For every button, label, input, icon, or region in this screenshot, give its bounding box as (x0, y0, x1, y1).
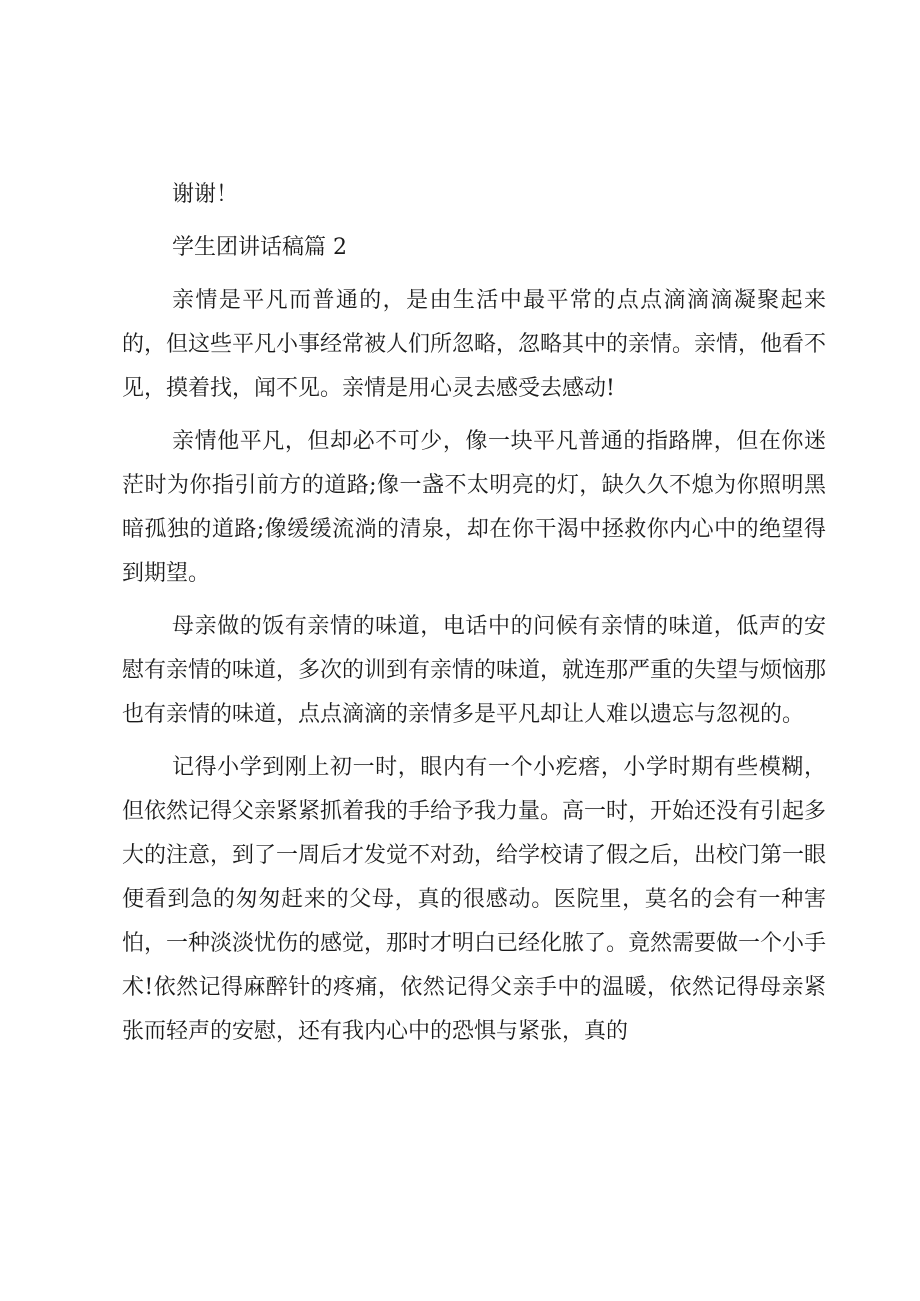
document-body (122, 173, 826, 1063)
paragraph-1: 亲情是平凡而普通的，是由生活中最平常的点点滴滴滴凝聚起来的，但这些平凡小事经常被人们所忽略，忽略其中的亲情。亲情，他看不见，摸着找，闻不见。亲情是用心灵去感受去感动! (122, 288, 827, 401)
section-title: 学生团讲话稿篇 2 (172, 235, 347, 260)
paragraph-2: 亲情他平凡，但却必不可少，像一块平凡普通的指路牌，但在你迷茫时为你指引前方的道路;像一盏不太明亮的灯，缺久久不熄为你照明黑暗孤独的道路;像缓缓流淌的清泉，却在你干渴中拯救你内心中的绝望得到期望。 (122, 429, 826, 586)
closing-thanks: 谢谢！ (172, 182, 239, 207)
paragraph-3: 母亲做的饭有亲情的味道，电话中的问候有亲情的味道，低声的安慰有亲情的味道，多次的训到有亲情的味道，就连那严重的失望与烦恼那也有亲情的味道，点点滴滴的亲情多是平凡却让人难以遗忘与忽视的。 (122, 614, 827, 727)
paragraph-4: 记得小学到刚上初一时，眼内有一个小疙瘩，小学时期有些模糊，但依然记得父亲紧紧抓着我的手给予我力量。高一时，开始还没有引起多大的注意，到了一周后才发觉不对劲，给学校请了假之后，出校门第一眼便看到急的匆匆赶来的父母，真的很感动。医院里，莫名的会有一种害怕，一种淡淡忧伤的感觉，那时才明白已经化脓了。竟然需要做一个小手术!依然记得麻醉针的疼痛，依然记得父亲手中的温暖，依然记得母亲紧张而轻声的安慰，还有我内心中的恐惧与紧张，真的 (122, 755, 827, 1044)
